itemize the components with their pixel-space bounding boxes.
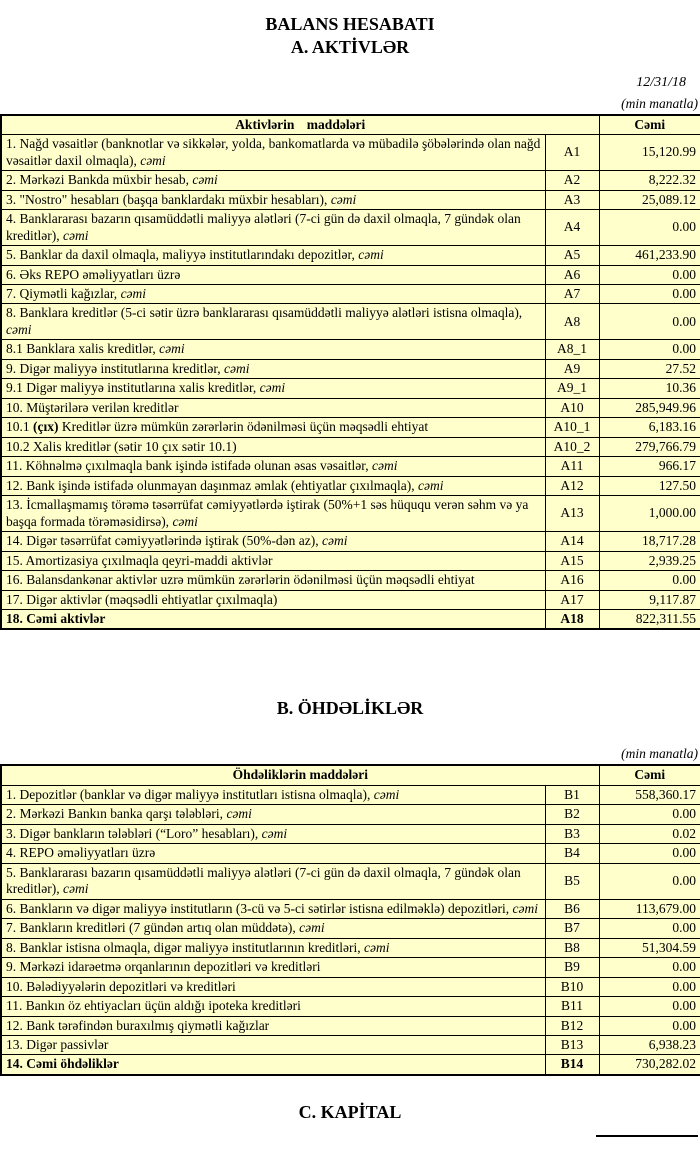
table-row <box>1 437 700 456</box>
row-text-suffix: cəmi <box>120 286 147 301</box>
row-text-strong: (çıx) <box>33 419 59 435</box>
table-row <box>1 340 700 359</box>
row-value-cell: 2,939.25 <box>599 551 700 570</box>
row-text-suffix: cəmi <box>159 341 185 357</box>
report-title: BALANS HESABATI <box>265 14 435 34</box>
row-code-cell: A1 <box>545 135 599 171</box>
row-text-label: 4. Banklararası bazarın qısamüddətli maliyyə alətləri (7-ci gün də daxil olmaqla, 7 gündək olan kreditlər), <box>6 211 521 243</box>
row-code-cell: A10 <box>545 398 599 417</box>
row-value-cell: 0.00 <box>599 285 700 304</box>
table-row <box>1 997 700 1016</box>
row-value-cell: 0.00 <box>599 919 700 938</box>
row-text-label: 11. Köhnəlmə çıxılmaqla bank işində istifadə olunan əsas vəsaitlər, <box>6 458 372 474</box>
row-text-label: 15. Amortizasiya çıxılmaqla qeyri-maddi aktivlər <box>6 552 273 568</box>
row-text-suffix: cəmi <box>224 360 250 376</box>
row-text-suffix: cəmi <box>299 920 325 936</box>
row-code-cell: B7 <box>545 919 599 938</box>
row-code-cell: A16 <box>545 571 599 590</box>
row-text-pre: 10.1 <box>6 419 33 435</box>
row-label-cell <box>1 285 545 304</box>
row-value-cell: 113,679.00 <box>599 899 700 918</box>
report-date: 12/31/18 <box>636 74 686 90</box>
row-code-cell: A6 <box>545 265 599 284</box>
row-code-cell: B14 <box>545 1055 599 1075</box>
row-code-cell: B1 <box>545 785 599 804</box>
table-row <box>1 977 700 996</box>
row-value-cell: 0.00 <box>599 304 700 340</box>
row-code-cell: A14 <box>545 532 599 551</box>
row-label-cell <box>1 609 545 629</box>
row-label-cell <box>1 265 545 284</box>
row-value-cell: 0.00 <box>599 1016 700 1035</box>
row-text-label: 12. Bank işində istifadə olunmayan daşınmaz əmlak (ehtiyatlar çıxılmaqla), <box>6 477 419 493</box>
row-code-cell: B9 <box>545 958 599 977</box>
table-row <box>1 457 700 476</box>
row-value-cell: 27.52 <box>599 359 700 378</box>
row-code-cell: A18 <box>545 609 599 629</box>
row-text-label: Kreditlər üzrə mümkün zərərlərin ödənilməsi üçün məqsədli ehtiyat <box>58 419 429 435</box>
row-value-cell: 0.00 <box>599 958 700 977</box>
table-row <box>1 551 700 570</box>
row-code-cell: A13 <box>545 496 599 532</box>
row-text-suffix: cəmi <box>192 172 218 188</box>
table-row <box>1 210 700 246</box>
row-code-cell: B11 <box>545 997 599 1016</box>
row-label-cell <box>1 824 545 843</box>
row-text-suffix: cəmi <box>364 939 390 955</box>
row-text-label: 17. Digər aktivlər (məqsədli ehtiyatlar çıxılmaqla) <box>6 591 278 607</box>
row-code-cell: A3 <box>545 190 599 209</box>
liabilities-table-body <box>1 785 700 1075</box>
row-value-cell: 558,360.17 <box>599 785 700 804</box>
table-row <box>1 571 700 590</box>
table-row <box>1 958 700 977</box>
table-row <box>1 265 700 284</box>
row-label-cell <box>1 496 545 532</box>
assets-amount-header: Cəmi <box>599 115 700 135</box>
row-code-cell: B10 <box>545 977 599 996</box>
row-text-label: 11. Bankın öz ehtiyacları üçün aldığı ipoteka kreditləri <box>6 998 301 1014</box>
section-b-title: B. ÖHDƏLİKLƏR <box>276 698 424 719</box>
row-text-label: 7. Qiymətli kağızlar, <box>6 286 121 301</box>
row-value-cell: 0.00 <box>599 844 700 863</box>
row-value-cell: 51,304.59 <box>599 938 700 957</box>
table-row <box>1 135 700 171</box>
row-label-cell <box>1 359 545 378</box>
row-text-label: 3. Digər bankların tələbləri (“Loro” hesabları), <box>6 825 262 841</box>
row-code-cell: A12 <box>545 476 599 495</box>
row-value-cell: 0.00 <box>599 571 700 590</box>
row-text-label: 10. Müştərilərə verilən kreditlər <box>6 399 179 415</box>
row-text-label: 4. REPO əməliyyatları üzrə <box>6 845 156 861</box>
unit-note-assets: (min manatla) <box>621 95 698 111</box>
row-label-cell <box>1 135 545 171</box>
row-value-cell: 25,089.12 <box>599 190 700 209</box>
row-label-cell <box>1 977 545 996</box>
row-value-cell: 461,233.90 <box>599 246 700 265</box>
row-label-cell <box>1 938 545 957</box>
row-text-label: 14. Digər təsərrüfat cəmiyyətlərində iştirak (50%-dən az), <box>6 533 322 549</box>
row-value-cell: 0.00 <box>599 265 700 284</box>
total-row <box>1 1055 700 1075</box>
row-value-cell: 0.00 <box>599 805 700 824</box>
table-row <box>1 476 700 495</box>
row-text-label: 13. İcmallaşmamış törəmə təsərrüfat cəmiyyətlərdə iştirak (50%+1 səs hüququ verən səhm və ya başqa formada törəməsidirsə), <box>6 497 529 529</box>
row-code-cell: B2 <box>545 805 599 824</box>
row-code-cell: B4 <box>545 844 599 863</box>
row-label-cell <box>1 304 545 340</box>
row-label-cell <box>1 1036 545 1055</box>
table-row <box>1 1036 700 1055</box>
row-text-suffix: cəmi <box>6 321 32 337</box>
row-value-cell: 285,949.96 <box>599 398 700 417</box>
row-text-suffix: cəmi <box>330 191 357 207</box>
row-label-cell <box>1 958 545 977</box>
table-row <box>1 938 700 957</box>
row-code-cell: A17 <box>545 590 599 609</box>
row-text-label: 8. Banklara kreditlər (5-ci sətir üzrə banklararası qısamüddətli maliyyə alətləri istisna olmaqla), <box>6 305 523 321</box>
table-row <box>1 418 700 437</box>
row-label-cell <box>1 190 545 209</box>
table-row <box>1 532 700 551</box>
row-value-cell: 730,282.02 <box>599 1055 700 1075</box>
row-text-label: 5. Banklar da daxil olmaqla, maliyyə institutlarındakı depozitlər, <box>6 247 359 263</box>
table-row <box>1 824 700 843</box>
table-row <box>1 1016 700 1035</box>
row-text-suffix: cəmi <box>140 152 166 168</box>
row-label-cell <box>1 571 545 590</box>
row-value-cell: 6,938.23 <box>599 1036 700 1055</box>
row-label-cell <box>1 997 545 1016</box>
row-label-cell <box>1 1055 545 1075</box>
row-text-label: 10.2 Xalis kreditlər (sətir 10 çıx sətir 10.1) <box>6 438 237 454</box>
row-text-label: 2. Mərkəzi Bankın banka qarşı tələbləri, <box>6 806 227 822</box>
row-value-cell: 8,222.32 <box>599 171 700 190</box>
row-text-label: 14. Cəmi öhdəliklər <box>6 1056 119 1072</box>
capital-table-top-border <box>596 1135 698 1137</box>
table-row <box>1 496 700 532</box>
row-code-cell: A9 <box>545 359 599 378</box>
row-label-cell <box>1 398 545 417</box>
row-label-cell <box>1 246 545 265</box>
row-text-label: 18. Cəmi aktivlər <box>6 610 106 626</box>
row-text-suffix: cəmi <box>62 881 89 897</box>
row-text-suffix: cəmi <box>226 806 252 822</box>
row-code-cell: A10_1 <box>545 418 599 437</box>
row-value-cell: 127.50 <box>599 476 700 495</box>
row-label-cell <box>1 532 545 551</box>
row-code-cell: A11 <box>545 457 599 476</box>
row-text-suffix: cəmi <box>512 900 538 916</box>
row-text-label: 10. Bələdiyyələrin depozitləri və kreditləri <box>6 978 236 994</box>
row-text-label: 1. Depozitlər (banklar və digər maliyyə institutları istisna olmaqla), <box>6 786 374 802</box>
row-value-cell: 6,183.16 <box>599 418 700 437</box>
row-text-suffix: cəmi <box>322 533 348 549</box>
table-row <box>1 863 700 899</box>
row-code-cell: B5 <box>545 863 599 899</box>
row-code-cell: A8 <box>545 304 599 340</box>
row-text-label: 7. Bankların kreditləri (7 gündən artıq olan müddətə), <box>6 920 300 936</box>
table-row <box>1 285 700 304</box>
row-text-label: 8.1 Banklara xalis kreditlər, <box>6 341 160 357</box>
row-text-label: 9.1 Digər maliyyə institutlarına xalis kreditlər, <box>6 380 260 396</box>
row-code-cell: B13 <box>545 1036 599 1055</box>
row-value-cell: 0.00 <box>599 997 700 1016</box>
row-text-label: 3. "Nostro" hesabları (başqa banklardakı müxbir hesabları), <box>6 191 331 207</box>
row-value-cell: 18,717.28 <box>599 532 700 551</box>
table-row <box>1 190 700 209</box>
row-value-cell: 0.00 <box>599 977 700 996</box>
row-label-cell <box>1 171 545 190</box>
table-row <box>1 919 700 938</box>
table-row <box>1 899 700 918</box>
table-row <box>1 379 700 398</box>
table-row <box>1 304 700 340</box>
liabilities-header-row <box>1 765 700 785</box>
row-code-cell: A8_1 <box>545 340 599 359</box>
liabilities-amount-header: Cəmi <box>599 765 700 785</box>
row-code-cell: A7 <box>545 285 599 304</box>
row-text-label: 16. Balansdankənar aktivlər uzrə mümkün zərərlərin ödənilməsi üçün məqsədli ehtiyat <box>6 572 475 588</box>
row-code-cell: A10_2 <box>545 437 599 456</box>
row-text-suffix: cəmi <box>358 247 384 263</box>
row-text-label: 9. Mərkəzi idarəetmə orqanlarının depozitləri və kreditləri <box>6 959 321 975</box>
section-a-title: A. AKTİVLƏR <box>290 37 410 58</box>
table-row <box>1 398 700 417</box>
row-label-cell <box>1 210 545 246</box>
table-row <box>1 805 700 824</box>
row-text-suffix: cəmi <box>371 458 398 474</box>
row-value-cell: 966.17 <box>599 457 700 476</box>
table-row <box>1 359 700 378</box>
liabilities-items-header: Öhdəliklərin maddələri <box>1 765 599 785</box>
row-value-cell: 0.00 <box>599 340 700 359</box>
row-code-cell: A15 <box>545 551 599 570</box>
assets-header-row <box>1 115 700 135</box>
row-label-cell <box>1 590 545 609</box>
row-text-suffix: cəmi <box>373 786 400 802</box>
row-label-cell <box>1 437 545 456</box>
row-code-cell: B6 <box>545 899 599 918</box>
row-text-label: 12. Bank tərəfindən buraxılmış qiymətli kağızlar <box>6 1017 270 1033</box>
row-text-label: 6. Əks REPO əməliyyatları üzrə <box>6 266 181 282</box>
row-label-cell <box>1 805 545 824</box>
row-text-label: 5. Banklararası bazarın qısamüddətli maliyyə alətləri (7-ci gün də daxil olmaqla, 7 gündək olan kreditlər), <box>6 864 521 897</box>
row-text-label: 6. Bankların və digər maliyyə institutların (3-cü və 5-ci sətirlər istisna edilməklə) depozitləri, <box>6 900 513 916</box>
row-value-cell: 0.02 <box>599 824 700 843</box>
table-row <box>1 246 700 265</box>
row-label-cell <box>1 379 545 398</box>
assets-table <box>0 114 700 631</box>
row-label-cell <box>1 476 545 495</box>
row-label-cell <box>1 340 545 359</box>
table-row <box>1 844 700 863</box>
row-value-cell: 0.00 <box>599 210 700 246</box>
row-text-suffix: cəmi <box>172 513 198 529</box>
row-text-label: 13. Digər passivlər <box>6 1037 109 1052</box>
row-label-cell <box>1 844 545 863</box>
liabilities-table <box>0 764 700 1076</box>
row-value-cell: 10.36 <box>599 379 700 398</box>
assets-items-header: Aktivlərin maddələri <box>1 115 599 135</box>
section-c-title: C. KAPİTAL <box>298 1101 402 1122</box>
table-row <box>1 171 700 190</box>
row-label-cell <box>1 551 545 570</box>
row-text-suffix: cəmi <box>62 227 89 243</box>
row-code-cell: A5 <box>545 246 599 265</box>
assets-table-body <box>1 135 700 630</box>
row-text-suffix: cəmi <box>418 477 444 493</box>
row-value-cell: 15,120.99 <box>599 135 700 171</box>
row-code-cell: A4 <box>545 210 599 246</box>
row-text-label: 2. Mərkəzi Bankda müxbir hesab, <box>6 172 193 188</box>
row-text-suffix: cəmi <box>259 380 286 396</box>
unit-note-liabilities: (min manatla) <box>621 746 698 762</box>
row-code-cell: B3 <box>545 824 599 843</box>
total-row <box>1 609 700 629</box>
row-label-cell <box>1 863 545 899</box>
table-row <box>1 590 700 609</box>
row-text-label: 8. Banklar istisna olmaqla, digər maliyyə institutlarının kreditləri, <box>6 939 365 955</box>
row-code-cell: A9_1 <box>545 379 599 398</box>
row-code-cell: B12 <box>545 1016 599 1035</box>
row-label-cell <box>1 418 545 437</box>
row-label-cell <box>1 457 545 476</box>
row-value-cell: 279,766.79 <box>599 437 700 456</box>
row-label-cell <box>1 785 545 804</box>
row-value-cell: 9,117.87 <box>599 590 700 609</box>
row-code-cell: A2 <box>545 171 599 190</box>
row-label-cell <box>1 899 545 918</box>
row-label-cell <box>1 1016 545 1035</box>
row-value-cell: 1,000.00 <box>599 496 700 532</box>
row-text-label: 9. Digər maliyyə institutlarına kreditlər, <box>6 360 225 376</box>
row-code-cell: B8 <box>545 938 599 957</box>
row-text-suffix: cəmi <box>261 825 288 841</box>
row-value-cell: 0.00 <box>599 863 700 899</box>
table-row <box>1 785 700 804</box>
row-text-label: 1. Nağd vəsaitlər (banknotlar və sikkələr, yolda, bankomatlarda və mübadilə şöbələrində olan nağd vəsaitlər daxil olmaqla), <box>6 136 541 168</box>
row-value-cell: 822,311.55 <box>599 609 700 629</box>
row-label-cell <box>1 919 545 938</box>
